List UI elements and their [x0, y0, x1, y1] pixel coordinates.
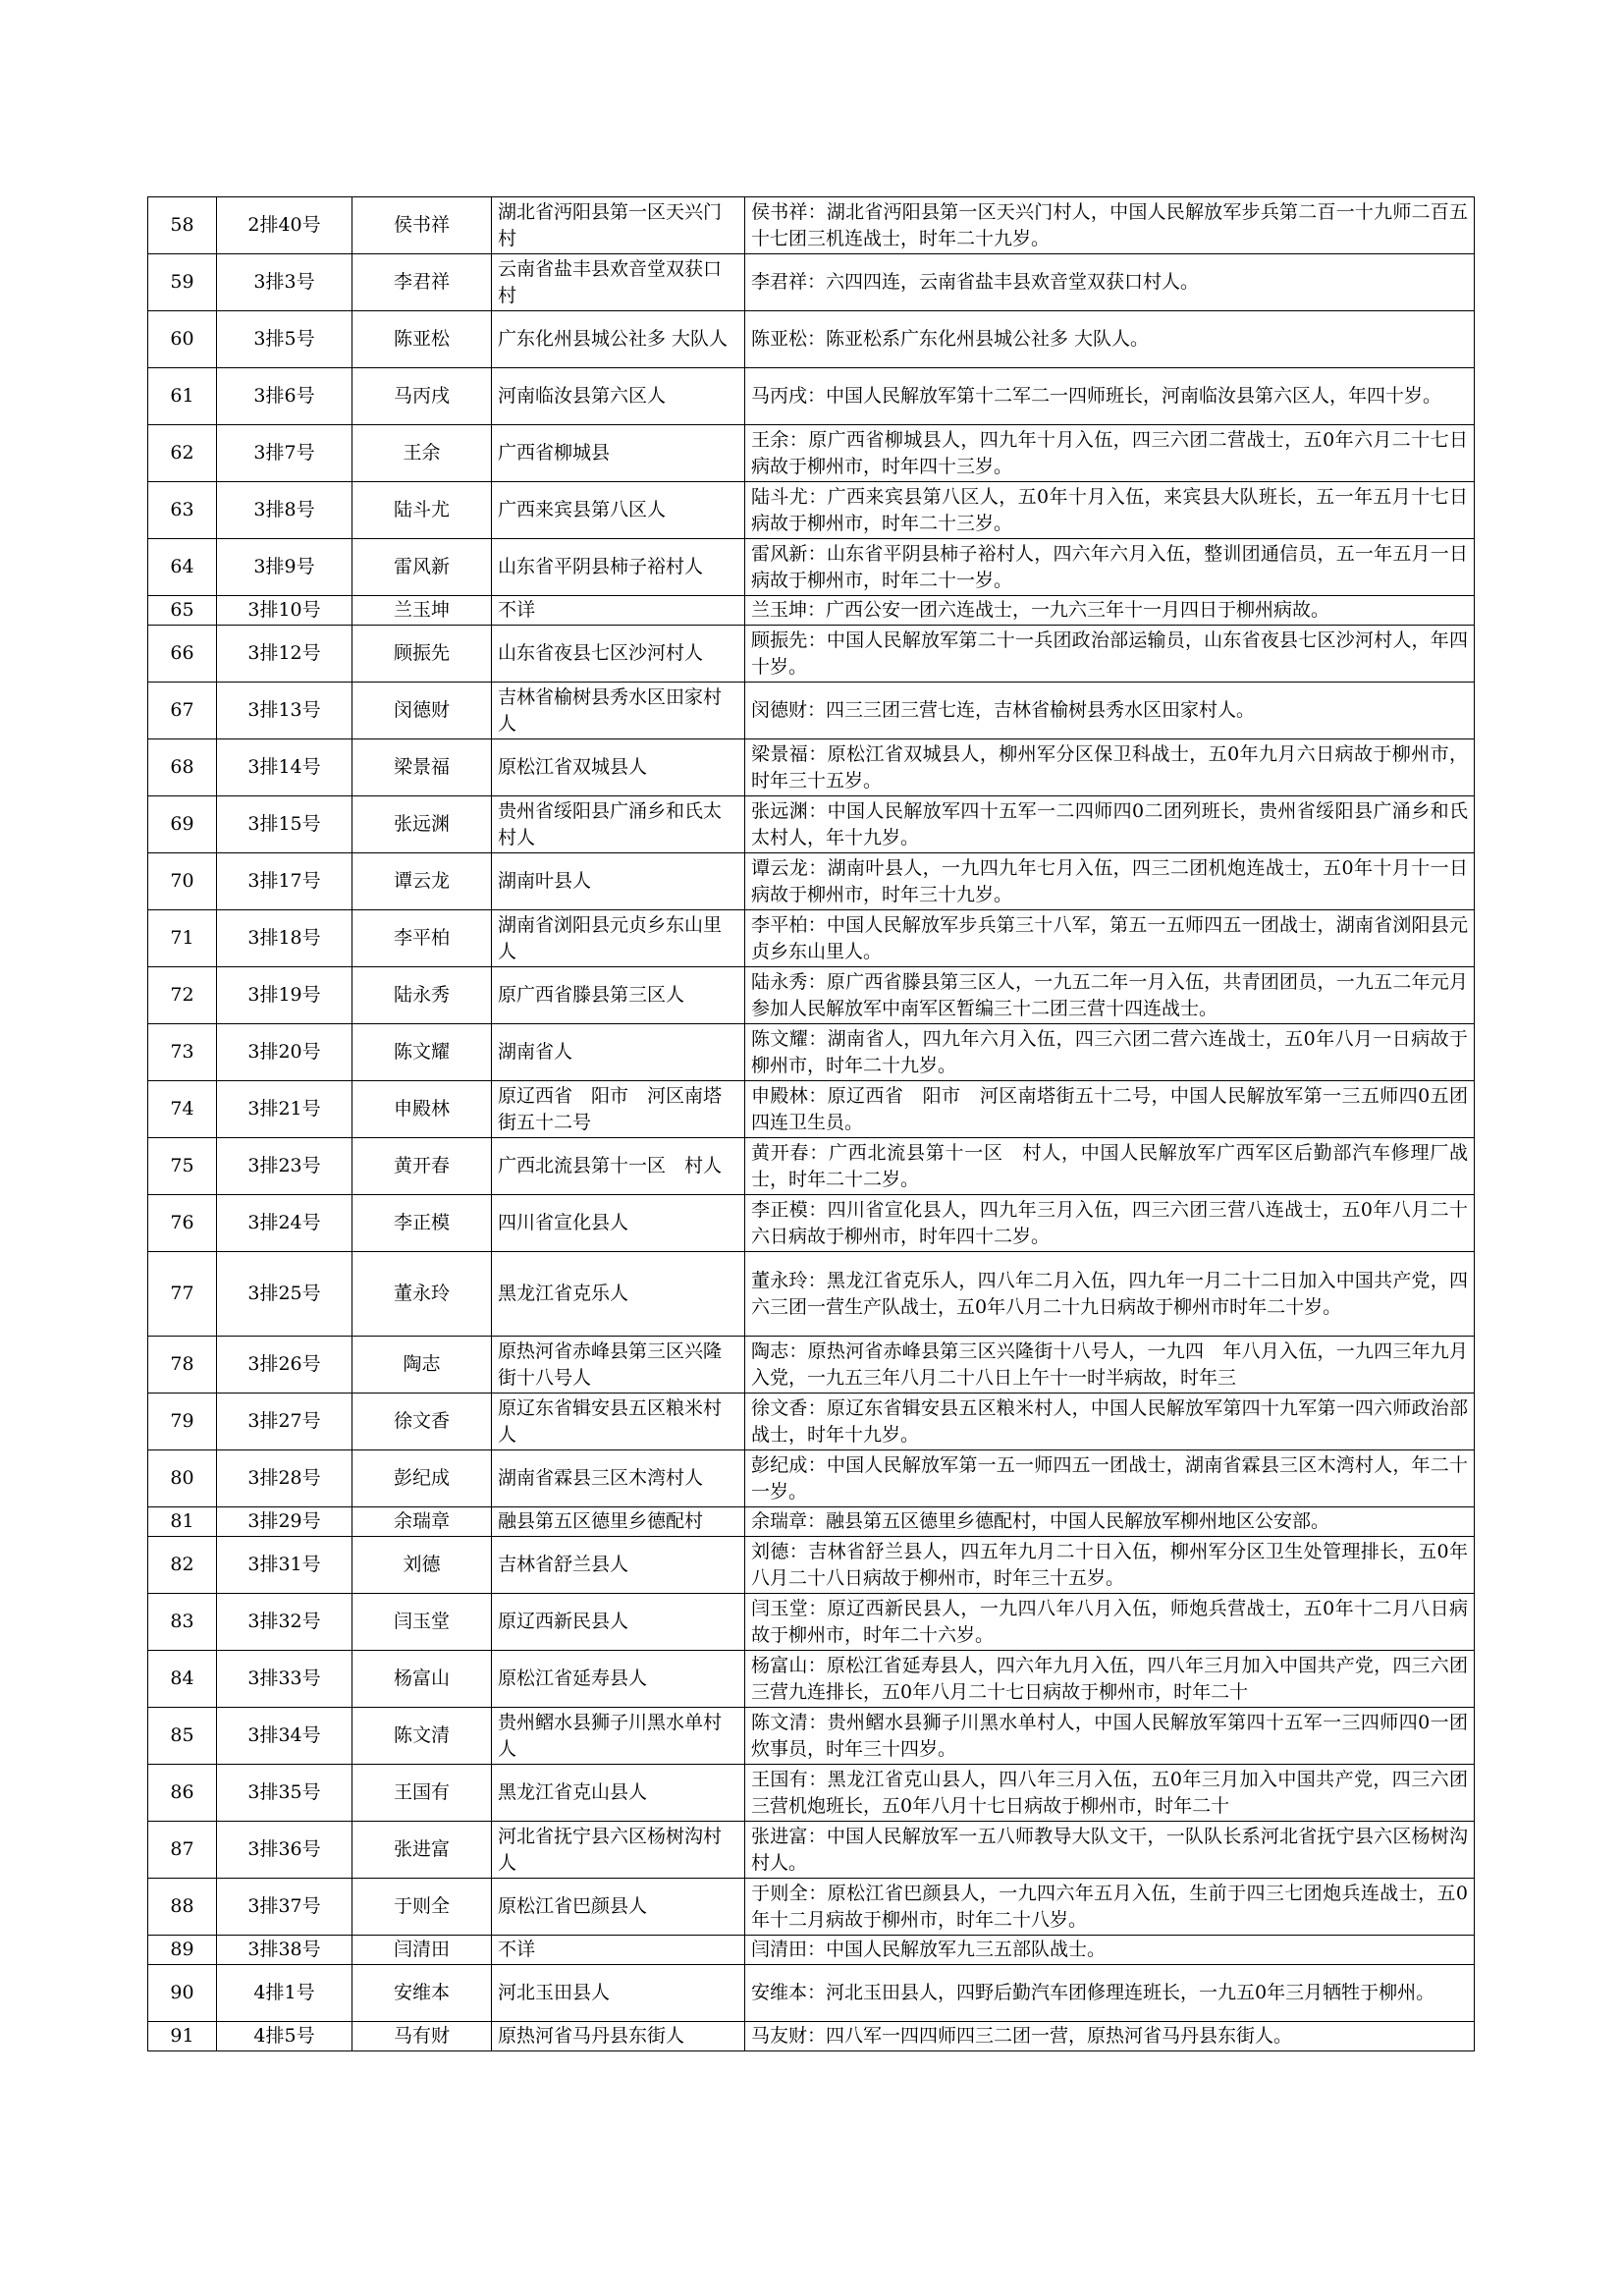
row-number: 64: [148, 539, 217, 596]
grave-position: 3排9号: [217, 539, 352, 596]
biography: 马丙戌：中国人民解放军第十二军二一四师班长，河南临汝县第六区人，年四十岁。: [745, 368, 1475, 425]
hometown: 原广西省滕县第三区人: [492, 967, 745, 1024]
hometown: 不详: [492, 1936, 745, 1965]
row-number: 59: [148, 254, 217, 311]
hometown: 融县第五区德里乡德配村: [492, 1507, 745, 1537]
hometown: 湖南叶县人: [492, 853, 745, 910]
table-row: [148, 311, 1475, 368]
martyr-name: 董永玲: [352, 1252, 492, 1337]
table-row: [148, 1651, 1475, 1708]
row-number: 63: [148, 482, 217, 539]
grave-position: 3排29号: [217, 1507, 352, 1537]
hometown: 四川省宣化县人: [492, 1195, 745, 1252]
hometown: 湖南省霖县三区木湾村人: [492, 1450, 745, 1507]
table-row: [148, 1507, 1475, 1537]
grave-position: 3排25号: [217, 1252, 352, 1337]
hometown: 原辽西新民县人: [492, 1594, 745, 1651]
table-row: [148, 683, 1475, 739]
hometown: 原松江省双城县人: [492, 739, 745, 796]
table-row: [148, 1822, 1475, 1879]
biography: 闫清田：中国人民解放军九三五部队战士。: [745, 1936, 1475, 1965]
hometown: 原辽东省辑安县五区粮米村人: [492, 1394, 745, 1450]
table-row: [148, 1337, 1475, 1394]
row-number: 74: [148, 1081, 217, 1138]
table-row: [148, 368, 1475, 425]
hometown: 原松江省巴颜县人: [492, 1879, 745, 1936]
grave-position: 3排6号: [217, 368, 352, 425]
biography: 陶志：原热河省赤峰县第三区兴隆街十八号人，一九四 年八月入伍，一九四三年九月入党，一九五三年八月二十八日上午十一时半病故，时年三: [745, 1337, 1475, 1394]
grave-position: 3排21号: [217, 1081, 352, 1138]
martyr-name: 陶志: [352, 1337, 492, 1394]
row-number: 79: [148, 1394, 217, 1450]
martyr-name: 马丙戌: [352, 368, 492, 425]
table-row: [148, 796, 1475, 853]
hometown: 吉林省舒兰县人: [492, 1537, 745, 1594]
martyr-name: 马有财: [352, 2022, 492, 2051]
hometown: 山东省平阴县柿子裕村人: [492, 539, 745, 596]
grave-position: 3排5号: [217, 311, 352, 368]
martyr-name: 张进富: [352, 1822, 492, 1879]
hometown: 广西北流县第十一区 村人: [492, 1138, 745, 1195]
grave-position: 3排12号: [217, 626, 352, 683]
martyr-name: 黄开春: [352, 1138, 492, 1195]
biography: 李平柏：中国人民解放军步兵第三十八军，第五一五师四五一团战士，湖南省浏阳县元贞乡东山里人。: [745, 910, 1475, 967]
hometown: 不详: [492, 596, 745, 626]
biography: 王国有：黑龙江省克山县人，四八年三月入伍，五0年三月加入中国共产党，四三六团三营机炮班长，五0年八月十七日病故于柳州市，时年二十: [745, 1765, 1475, 1822]
biography: 彭纪成：中国人民解放军第一五一师四五一团战士，湖南省霖县三区木湾村人，年二十一岁。: [745, 1450, 1475, 1507]
martyr-name: 陈文耀: [352, 1024, 492, 1081]
row-number: 75: [148, 1138, 217, 1195]
row-number: 65: [148, 596, 217, 626]
table-row: [148, 1024, 1475, 1081]
biography: 陈文耀：湖南省人，四九年六月入伍，四三六团二营六连战士，五0年八月一日病故于柳州市，时年二十九岁。: [745, 1024, 1475, 1081]
martyr-name: 陆永秀: [352, 967, 492, 1024]
martyr-name: 李正模: [352, 1195, 492, 1252]
table-row: [148, 425, 1475, 482]
table-row: [148, 739, 1475, 796]
martyr-name: 李君祥: [352, 254, 492, 311]
biography: 徐文香：原辽东省辑安县五区粮米村人，中国人民解放军第四十九军第一四六师政治部战士，时年十九岁。: [745, 1394, 1475, 1450]
martyr-name: 于则全: [352, 1879, 492, 1936]
hometown: 广西来宾县第八区人: [492, 482, 745, 539]
hometown: 黑龙江省克乐人: [492, 1252, 745, 1337]
row-number: 61: [148, 368, 217, 425]
row-number: 84: [148, 1651, 217, 1708]
table-row: [148, 853, 1475, 910]
grave-position: 3排18号: [217, 910, 352, 967]
grave-position: 3排10号: [217, 596, 352, 626]
biography: 董永玲：黑龙江省克乐人，四八年二月入伍，四九年一月二十二日加入中国共产党，四六三团一营生产队战士，五0年八月二十九日病故于柳州市时年二十岁。: [745, 1252, 1475, 1337]
biography: 谭云龙：湖南叶县人，一九四九年七月入伍，四三二团机炮连战士，五0年十月十一日病故于柳州市，时年三十九岁。: [745, 853, 1475, 910]
hometown: 山东省夜县七区沙河村人: [492, 626, 745, 683]
martyr-name: 侯书祥: [352, 197, 492, 254]
martyr-name: 刘德: [352, 1537, 492, 1594]
martyr-name: 安维本: [352, 1965, 492, 2022]
hometown: 河北玉田县人: [492, 1965, 745, 2022]
hometown: 原热河省马丹县东街人: [492, 2022, 745, 2051]
biography: 闫玉堂：原辽西新民县人，一九四八年八月入伍，师炮兵营战士，五0年十二月八日病故于柳州市，时年二十六岁。: [745, 1594, 1475, 1651]
grave-position: 4排5号: [217, 2022, 352, 2051]
biography: 马友财：四八军一四四师四三二团一营，原热河省马丹县东街人。: [745, 2022, 1475, 2051]
grave-position: 3排24号: [217, 1195, 352, 1252]
row-number: 58: [148, 197, 217, 254]
table-row: [148, 254, 1475, 311]
hometown: 河南临汝县第六区人: [492, 368, 745, 425]
row-number: 81: [148, 1507, 217, 1537]
row-number: 82: [148, 1537, 217, 1594]
martyr-name: 陆斗尤: [352, 482, 492, 539]
biography: 陆斗尤：广西来宾县第八区人，五0年十月入伍，来宾县大队班长，五一年五月十七日病故于柳州市，时年二十三岁。: [745, 482, 1475, 539]
grave-position: 3排3号: [217, 254, 352, 311]
martyr-name: 杨富山: [352, 1651, 492, 1708]
grave-position: 3排17号: [217, 853, 352, 910]
table-row: [148, 1138, 1475, 1195]
table-row: [148, 626, 1475, 683]
biography: 陈文清：贵州鳛水县狮子川黑水单村人，中国人民解放军第四十五军一三四师四0一团炊事员，时年三十四岁。: [745, 1708, 1475, 1765]
biography: 兰玉坤：广西公安一团六连战士，一九六三年十一月四日于柳州病故。: [745, 596, 1475, 626]
table-row: [148, 539, 1475, 596]
biography: 张进富：中国人民解放军一五八师教导大队文干，一队队长系河北省抚宁县六区杨树沟村人。: [745, 1822, 1475, 1879]
table-row: [148, 197, 1475, 254]
row-number: 83: [148, 1594, 217, 1651]
martyr-name: 李平柏: [352, 910, 492, 967]
hometown: 吉林省榆树县秀水区田家村人: [492, 683, 745, 739]
grave-position: 4排1号: [217, 1965, 352, 2022]
biography: 余瑞章：融县第五区德里乡德配村，中国人民解放军柳州地区公安部。: [745, 1507, 1475, 1537]
hometown: 广西省柳城县: [492, 425, 745, 482]
row-number: 90: [148, 1965, 217, 2022]
table-row: [148, 1195, 1475, 1252]
row-number: 80: [148, 1450, 217, 1507]
row-number: 86: [148, 1765, 217, 1822]
table-row: [148, 1537, 1475, 1594]
table-row: [148, 967, 1475, 1024]
grave-position: 3排38号: [217, 1936, 352, 1965]
hometown: 湖南省浏阳县元贞乡东山里人: [492, 910, 745, 967]
table-row: [148, 1394, 1475, 1450]
grave-position: 3排36号: [217, 1822, 352, 1879]
martyr-name: 彭纪成: [352, 1450, 492, 1507]
row-number: 85: [148, 1708, 217, 1765]
biography: 雷风新：山东省平阴县柿子裕村人，四六年六月入伍，整训团通信员，五一年五月一日病故于柳州市，时年二十一岁。: [745, 539, 1475, 596]
biography: 梁景福：原松江省双城县人，柳州军分区保卫科战士，五0年九月六日病故于柳州市，时年三十五岁。: [745, 739, 1475, 796]
biography: 顾振先：中国人民解放军第二十一兵团政治部运输员，山东省夜县七区沙河村人，年四十岁。: [745, 626, 1475, 683]
hometown: 黑龙江省克山县人: [492, 1765, 745, 1822]
martyr-name: 陈亚松: [352, 311, 492, 368]
table-row: [148, 2022, 1475, 2051]
row-number: 76: [148, 1195, 217, 1252]
row-number: 60: [148, 311, 217, 368]
martyr-name: 王余: [352, 425, 492, 482]
table-row: [148, 1765, 1475, 1822]
table-row: [148, 1450, 1475, 1507]
row-number: 88: [148, 1879, 217, 1936]
biography: 安维本：河北玉田县人，四野后勤汽车团修理连班长，一九五0年三月牺牲于柳州。: [745, 1965, 1475, 2022]
martyr-name: 申殿林: [352, 1081, 492, 1138]
martyr-name: 张远渊: [352, 796, 492, 853]
martyr-name: 闫玉堂: [352, 1594, 492, 1651]
biography: 陈亚松：陈亚松系广东化州县城公社多 大队人。: [745, 311, 1475, 368]
row-number: 73: [148, 1024, 217, 1081]
row-number: 62: [148, 425, 217, 482]
martyr-name: 兰玉坤: [352, 596, 492, 626]
grave-position: 3排37号: [217, 1879, 352, 1936]
grave-position: 3排31号: [217, 1537, 352, 1594]
row-number: 78: [148, 1337, 217, 1394]
biography: 于则全：原松江省巴颜县人，一九四六年五月入伍，生前于四三七团炮兵连战士，五0年十二月病故于柳州市，时年二十八岁。: [745, 1879, 1475, 1936]
martyr-name: 徐文香: [352, 1394, 492, 1450]
table-row: [148, 1594, 1475, 1651]
biography: 杨富山：原松江省延寿县人，四六年九月入伍，四八年三月加入中国共产党，四三六团三营九连排长，五0年八月二十七日病故于柳州市，时年二十: [745, 1651, 1475, 1708]
row-number: 71: [148, 910, 217, 967]
row-number: 89: [148, 1936, 217, 1965]
roster-body: [148, 197, 1475, 2051]
hometown: 湖北省沔阳县第一区天兴门村: [492, 197, 745, 254]
row-number: 69: [148, 796, 217, 853]
grave-position: 3排20号: [217, 1024, 352, 1081]
table-row: [148, 1708, 1475, 1765]
grave-position: 3排28号: [217, 1450, 352, 1507]
martyr-name: 顾振先: [352, 626, 492, 683]
grave-position: 3排23号: [217, 1138, 352, 1195]
grave-position: 3排26号: [217, 1337, 352, 1394]
grave-position: 3排19号: [217, 967, 352, 1024]
biography: 张远渊：中国人民解放军四十五军一二四师四0二团列班长，贵州省绥阳县广涌乡和氏太村人，年十九岁。: [745, 796, 1475, 853]
grave-position: 3排13号: [217, 683, 352, 739]
grave-position: 3排34号: [217, 1708, 352, 1765]
row-number: 68: [148, 739, 217, 796]
grave-position: 2排40号: [217, 197, 352, 254]
grave-position: 3排7号: [217, 425, 352, 482]
grave-position: 3排15号: [217, 796, 352, 853]
grave-position: 3排8号: [217, 482, 352, 539]
biography: 侯书祥：湖北省沔阳县第一区天兴门村人，中国人民解放军步兵第二百一十九师二百五十七团三机连战士，时年二十九岁。: [745, 197, 1475, 254]
hometown: 原热河省赤峰县第三区兴隆街十八号人: [492, 1337, 745, 1394]
row-number: 91: [148, 2022, 217, 2051]
martyr-name: 余瑞章: [352, 1507, 492, 1537]
biography: 闵德财：四三三团三营七连，吉林省榆树县秀水区田家村人。: [745, 683, 1475, 739]
table-row: [148, 1965, 1475, 2022]
martyr-name: 梁景福: [352, 739, 492, 796]
biography: 李君祥：六四四连，云南省盐丰县欢音堂双获口村人。: [745, 254, 1475, 311]
martyr-name: 谭云龙: [352, 853, 492, 910]
table-row: [148, 910, 1475, 967]
hometown: 贵州鳛水县狮子川黑水单村人: [492, 1708, 745, 1765]
grave-position: 3排27号: [217, 1394, 352, 1450]
martyr-name: 雷风新: [352, 539, 492, 596]
table-row: [148, 1879, 1475, 1936]
row-number: 72: [148, 967, 217, 1024]
martyr-name: 闫清田: [352, 1936, 492, 1965]
row-number: 66: [148, 626, 217, 683]
hometown: 湖南省人: [492, 1024, 745, 1081]
grave-position: 3排14号: [217, 739, 352, 796]
biography: 陆永秀：原广西省滕县第三区人，一九五二年一月入伍，共青团团员，一九五二年元月参加人民解放军中南军区暂编三十二团三营十四连战士。: [745, 967, 1475, 1024]
table-row: [148, 1252, 1475, 1337]
row-number: 87: [148, 1822, 217, 1879]
row-number: 77: [148, 1252, 217, 1337]
hometown: 云南省盐丰县欢音堂双获口村: [492, 254, 745, 311]
table-row: [148, 482, 1475, 539]
hometown: 广东化州县城公社多 大队人: [492, 311, 745, 368]
biography: 刘德：吉林省舒兰县人，四五年九月二十日入伍，柳州军分区卫生处管理排长，五0年八月二十八日病故于柳州市，时年三十五岁。: [745, 1537, 1475, 1594]
martyr-name: 闵德财: [352, 683, 492, 739]
table-row: [148, 596, 1475, 626]
grave-position: 3排33号: [217, 1651, 352, 1708]
grave-position: 3排35号: [217, 1765, 352, 1822]
martyr-name: 陈文清: [352, 1708, 492, 1765]
row-number: 67: [148, 683, 217, 739]
biography: 黄开春：广西北流县第十一区 村人，中国人民解放军广西军区后勤部汽车修理厂战士，时年二十二岁。: [745, 1138, 1475, 1195]
hometown: 贵州省绥阳县广涌乡和氏太村人: [492, 796, 745, 853]
martyr-name: 王国有: [352, 1765, 492, 1822]
grave-position: 3排32号: [217, 1594, 352, 1651]
row-number: 70: [148, 853, 217, 910]
table-row: [148, 1936, 1475, 1965]
martyr-roster-table: [147, 196, 1475, 2051]
hometown: 河北省抚宁县六区杨树沟村人: [492, 1822, 745, 1879]
biography: 申殿林：原辽西省 阳市 河区南塔街五十二号，中国人民解放军第一三五师四0五团四连卫生员。: [745, 1081, 1475, 1138]
table-row: [148, 1081, 1475, 1138]
biography: 王余：原广西省柳城县人，四九年十月入伍，四三六团二营战士，五0年六月二十七日病故于柳州市，时年四十三岁。: [745, 425, 1475, 482]
biography: 李正模：四川省宣化县人，四九年三月入伍，四三六团三营八连战士，五0年八月二十六日病故于柳州市，时年四十二岁。: [745, 1195, 1475, 1252]
hometown: 原松江省延寿县人: [492, 1651, 745, 1708]
hometown: 原辽西省 阳市 河区南塔街五十二号: [492, 1081, 745, 1138]
